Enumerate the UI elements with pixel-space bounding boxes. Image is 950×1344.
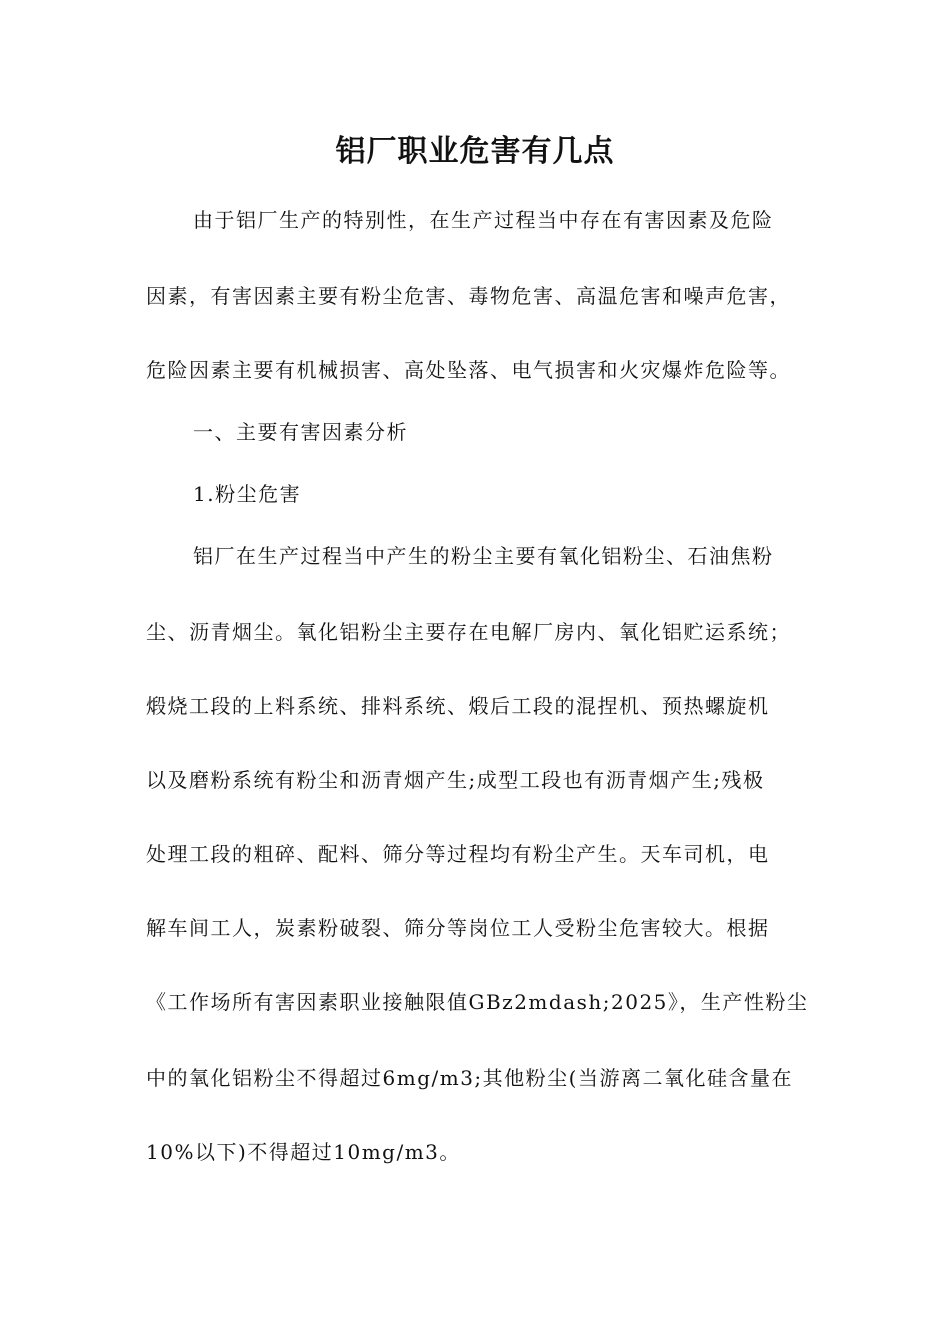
paragraph-line: 解车间工人，炭素粉破裂、筛分等岗位工人受粉尘危害较大。根据 (146, 916, 770, 940)
paragraph-line: 危险因素主要有机械损害、高处坠落、电气损害和火灾爆炸危险等。 (146, 358, 791, 382)
paragraph-line: 因素，有害因素主要有粉尘危害、毒物危害、高温危害和噪声危害， (146, 284, 791, 308)
subsection-heading: 1.粉尘危害 (193, 482, 302, 506)
paragraph-line: 处理工段的粗碎、配料、筛分等过程均有粉尘产生。天车司机，电 (146, 842, 770, 866)
paragraph-line: 尘、沥青烟尘。氧化铝粉尘主要存在电解厂房内、氧化铝贮运系统； (146, 620, 791, 644)
paragraph-line: 中的氧化铝粉尘不得超过6mg/m3;其他粉尘(当游离二氧化硅含量在 (146, 1066, 793, 1090)
paragraph-line: 由于铝厂生产的特别性，在生产过程当中存在有害因素及危险 (193, 208, 774, 232)
paragraph-line: 铝厂在生产过程当中产生的粉尘主要有氧化铝粉尘、石油焦粉 (193, 544, 774, 568)
paragraph-line: 《工作场所有害因素职业接触限值GBz2mdash;2025》，生产性粉尘 (146, 990, 809, 1014)
paragraph-line: 以及磨粉系统有粉尘和沥青烟产生;成型工段也有沥青烟产生;残极 (146, 768, 765, 792)
paragraph-line: 10%以下)不得超过10mg/m3。 (146, 1140, 461, 1164)
section-heading: 一、主要有害因素分析 (193, 420, 408, 444)
document-title: 铝厂职业危害有几点 (335, 134, 615, 169)
paragraph-line: 煅烧工段的上料系统、排料系统、煅后工段的混捏机、预热螺旋机 (146, 694, 770, 718)
